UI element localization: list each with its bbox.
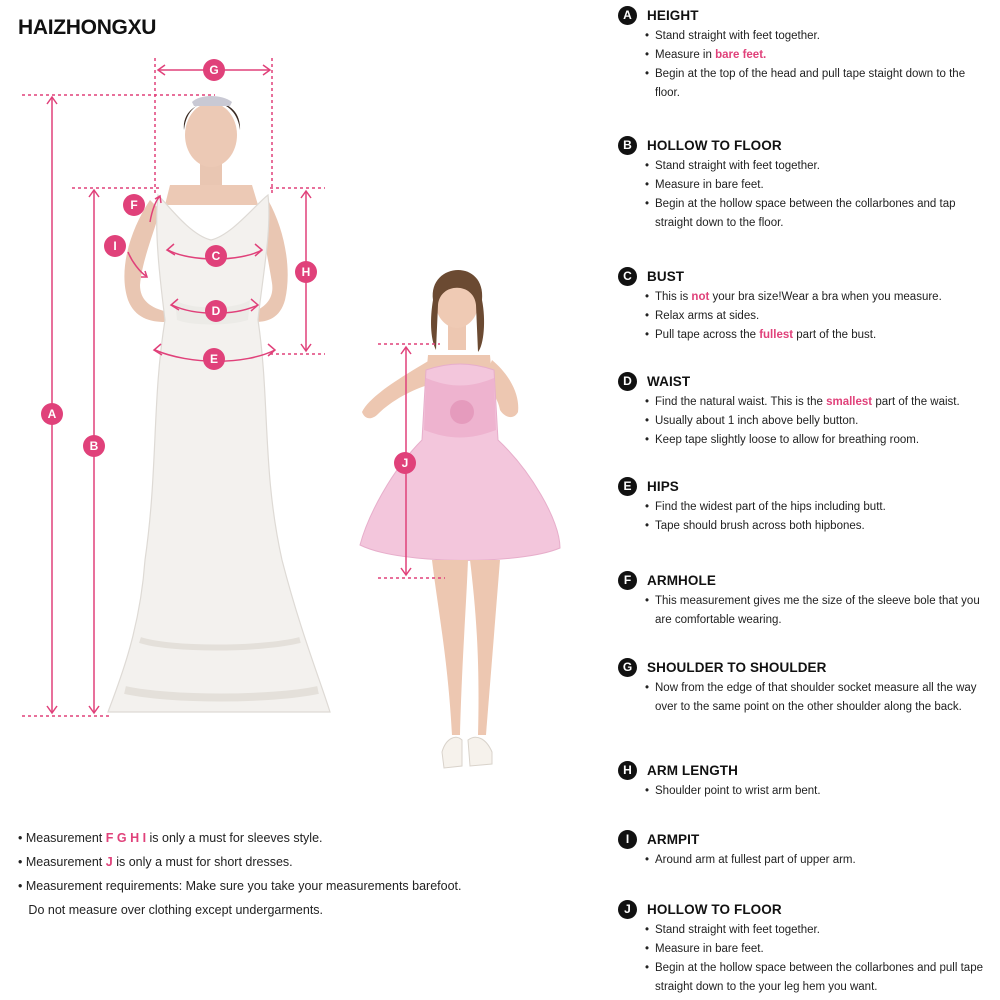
section-hips	[618, 476, 993, 536]
bullet-item	[645, 851, 993, 870]
badge-h-icon: H	[618, 761, 637, 780]
badge-i-icon: I	[618, 830, 637, 849]
section-title: HOLLOW TO FLOOR	[647, 137, 782, 153]
note-item	[18, 826, 578, 850]
bullet-dot: •	[18, 879, 26, 893]
bullet-item	[645, 431, 993, 450]
label-F	[123, 194, 145, 216]
label-G	[203, 59, 225, 81]
bullet-text: Usually about 1 inch above belly button.	[655, 415, 859, 427]
note-item	[18, 874, 578, 898]
bullet-item	[645, 412, 993, 431]
section-shoulder-to-shoulder	[618, 657, 993, 717]
section-hollow-to-hem	[618, 899, 993, 997]
bullet-text: Find the natural waist. This is the	[655, 396, 827, 408]
bullet-item	[645, 393, 993, 412]
bullet-text: Keep tape slightly loose to allow for breathing room.	[655, 434, 920, 446]
section-height	[618, 5, 993, 103]
section-title: SHOULDER TO SHOULDER	[647, 659, 827, 675]
bullet-item	[645, 326, 993, 345]
badge-c-icon: C	[618, 267, 637, 286]
bullet-list	[645, 27, 993, 103]
bullet-text: Measurement requirements: Make sure you take your measurements barefoot.	[25, 879, 462, 893]
section-title: WAIST	[647, 373, 691, 389]
svg-text:B: B	[89, 439, 99, 453]
section-title: HIPS	[647, 478, 679, 494]
section-bust	[618, 266, 993, 345]
bullet-text: Tape should brush across both hipbones.	[655, 520, 865, 532]
bullet-text: is only a must for sleeves style.	[146, 831, 323, 845]
highlight-text: fullest	[759, 329, 794, 341]
highlight-text: F G H I	[105, 831, 147, 845]
svg-text:J: J	[401, 456, 409, 470]
highlight-text: J	[105, 855, 113, 869]
bullet-item	[645, 592, 993, 630]
bullet-text: This measurement gives me the size of the sleeve bole that you are comfortable wearing.	[655, 595, 980, 626]
bullet-item	[645, 157, 993, 176]
bullet-list	[645, 157, 993, 233]
label-J	[394, 452, 416, 474]
svg-text:F: F	[130, 198, 138, 212]
badge-j-icon: J	[618, 900, 637, 919]
label-H	[295, 261, 317, 283]
bullet-text: Measurement	[25, 855, 106, 869]
svg-text:G: G	[209, 63, 219, 77]
badge-f-icon: F	[618, 571, 637, 590]
bullet-item	[645, 959, 993, 997]
bullet-list	[645, 782, 993, 801]
badge-e-icon: E	[618, 477, 637, 496]
bullet-item	[645, 288, 993, 307]
svg-text:C: C	[211, 249, 221, 263]
bullet-list	[645, 592, 993, 630]
bullet-item	[645, 195, 993, 233]
bullet-dot: •	[18, 855, 26, 869]
section-hollow-to-floor	[618, 135, 993, 233]
label-D	[205, 300, 227, 322]
bullet-text: part of the waist.	[872, 396, 960, 408]
bullet-item	[645, 307, 993, 326]
section-title: ARMPIT	[647, 831, 700, 847]
brand-logo-text: HAIZHONGXU	[18, 16, 157, 39]
highlight-text: bare feet.	[715, 49, 767, 61]
section-title: ARM LENGTH	[647, 762, 738, 778]
bullet-dot: •	[18, 831, 26, 845]
bullet-text: part of the bust.	[793, 329, 877, 341]
label-E	[203, 348, 225, 370]
bullet-text: Around arm at fullest part of upper arm.	[655, 854, 856, 866]
bullet-text: This is	[655, 291, 692, 303]
bullet-text: is only a must for short dresses.	[112, 855, 293, 869]
bullet-text: Stand straight with feet together.	[655, 30, 820, 42]
bullet-item	[645, 679, 993, 717]
bullet-text: Now from the edge of that shoulder socket measure all the way over to the same point on the other shoulder along the back.	[655, 682, 977, 713]
bullet-text: Find the widest part of the hips including butt.	[655, 501, 886, 513]
svg-text:H: H	[301, 265, 311, 279]
badge-a-icon: A	[618, 6, 637, 25]
label-B	[83, 435, 105, 457]
bullet-list	[645, 498, 993, 536]
label-A	[41, 403, 63, 425]
svg-text:D: D	[211, 304, 221, 318]
section-armpit	[618, 829, 993, 870]
bullet-text: Begin at the hollow space between the collarbones and pull tape straight down to the your leg hem you want.	[655, 962, 983, 993]
bullet-text: Pull tape across the	[655, 329, 760, 341]
bullet-text: Begin at the top of the head and pull tape staight down to the floor.	[655, 68, 966, 99]
badge-g-icon: G	[618, 658, 637, 677]
bullet-list	[645, 288, 993, 345]
bullet-text: your bra size!Wear a bra when you measure.	[709, 291, 942, 303]
measurement-notes	[18, 826, 578, 922]
note-item	[18, 850, 578, 874]
section-arm-length	[618, 760, 993, 801]
bullet-item	[645, 498, 993, 517]
svg-text:E: E	[209, 352, 219, 366]
highlight-text: not	[691, 291, 710, 303]
bullet-item	[645, 46, 993, 65]
bullet-text: Stand straight with feet together.	[655, 924, 820, 936]
label-I	[104, 235, 126, 257]
badge-d-icon: D	[618, 372, 637, 391]
badge-b-icon: B	[618, 136, 637, 155]
bullet-text: Measure in	[655, 49, 716, 61]
section-title: HEIGHT	[647, 7, 699, 23]
bullet-text: Relax arms at sides.	[655, 310, 760, 322]
svg-text:I: I	[113, 239, 117, 253]
bullet-list	[645, 679, 993, 717]
bullet-item	[645, 27, 993, 46]
svg-text:A: A	[47, 407, 57, 421]
bullet-text: Measure in bare feet.	[655, 943, 764, 955]
bullet-text: Stand straight with feet together.	[655, 160, 820, 172]
bullet-text: Shoulder point to wrist arm bent.	[655, 785, 821, 797]
bullet-dot	[18, 903, 28, 917]
section-waist	[618, 371, 993, 450]
bullet-list	[645, 393, 993, 450]
bullet-text: Begin at the hollow space between the collarbones and tap straight down to the floor.	[655, 198, 956, 229]
section-title: BUST	[647, 268, 685, 284]
bullet-text: Measurement	[25, 831, 106, 845]
note-item	[18, 898, 578, 922]
bullet-list	[645, 851, 993, 870]
bullet-item	[645, 921, 993, 940]
bullet-item	[645, 176, 993, 195]
bullet-item	[645, 782, 993, 801]
bullet-list	[645, 921, 993, 997]
bullet-item	[645, 517, 993, 536]
section-title: HOLLOW TO FLOOR	[647, 901, 782, 917]
label-C	[205, 245, 227, 267]
section-title: ARMHOLE	[647, 572, 716, 588]
bullet-text: Measure in bare feet.	[655, 179, 764, 191]
section-armhole	[618, 570, 993, 630]
bullet-item	[645, 65, 993, 103]
highlight-text: smallest	[826, 396, 873, 408]
bullet-item	[645, 940, 993, 959]
bullet-text: Do not measure over clothing except undergarments.	[28, 903, 324, 917]
